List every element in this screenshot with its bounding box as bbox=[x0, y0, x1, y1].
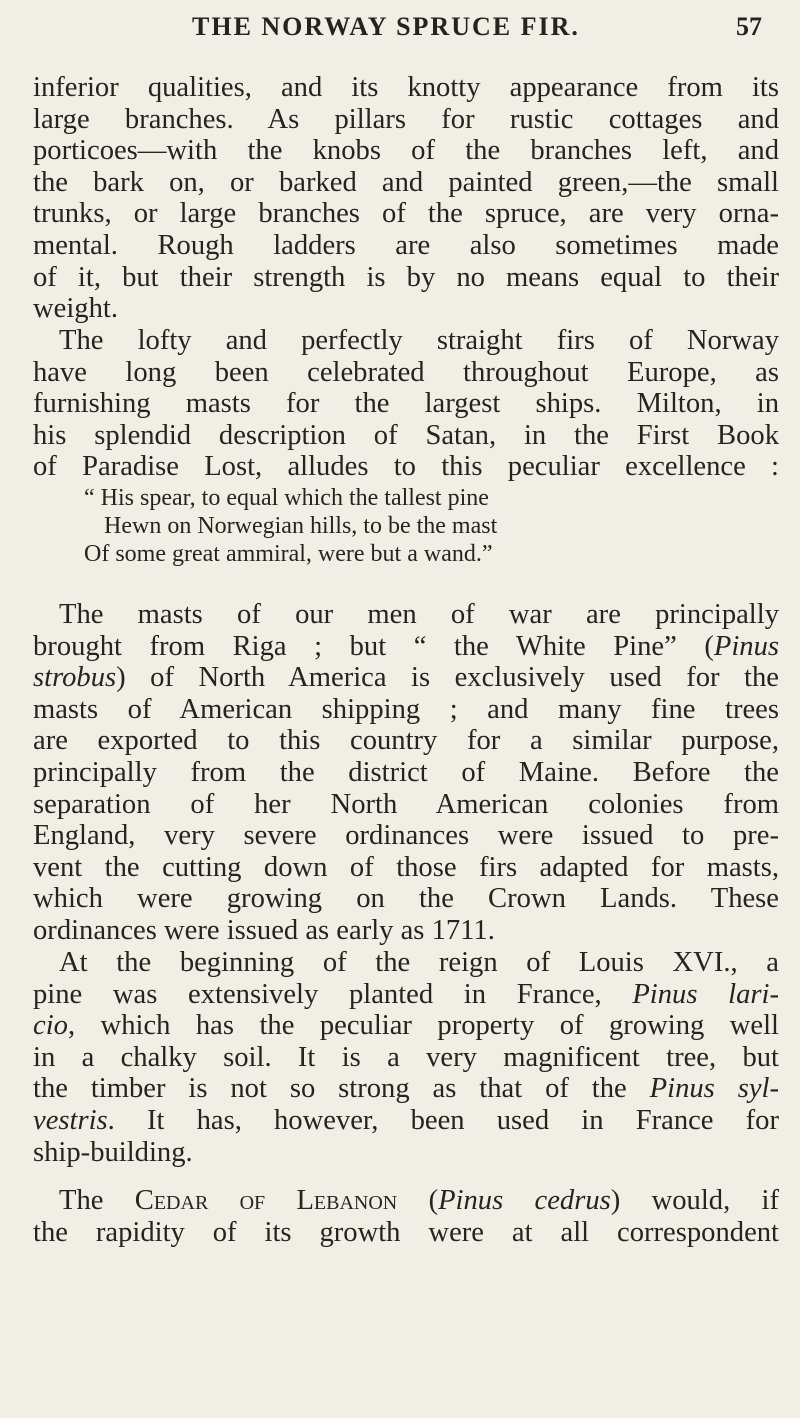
italic-species: vestris bbox=[33, 1104, 108, 1136]
text-line: separation of her North American colonies from bbox=[33, 788, 779, 820]
text-line: which were growing on the Crown Lands. These bbox=[33, 883, 779, 915]
paragraph-3 bbox=[33, 599, 779, 947]
text-line: furnishing masts for the largest ships. Milton, in bbox=[33, 388, 779, 420]
text-line: his splendid description of Satan, in the First Book bbox=[33, 419, 779, 451]
text-line: of Paradise Lost, alludes to this peculiar excellence : bbox=[33, 451, 779, 483]
text-line: inferior qualities, and its knotty appearance from its bbox=[33, 72, 779, 103]
quote-line: “ His spear, to equal which the tallest pine bbox=[84, 485, 489, 511]
text-line: England, very severe ordinances were issued to pre- bbox=[33, 820, 779, 852]
small-caps-heading: Cedar of Lebanon bbox=[134, 1185, 398, 1216]
text-line: cio, which has the peculiar property of growing well bbox=[33, 1010, 779, 1042]
text-line: principally from the district of Maine. Before the bbox=[33, 756, 779, 788]
text-line: weight. bbox=[33, 293, 118, 325]
text-line: trunks, or large branches of the spruce, are very orna- bbox=[33, 198, 779, 230]
text-line: are exported to this country for a similar purpose, bbox=[33, 725, 779, 757]
text-line: strobus) of North America is exclusively used for the bbox=[33, 662, 779, 694]
text-line: large branches. As pillars for rustic cottages and bbox=[33, 103, 779, 135]
text-line: mental. Rough ladders are also sometimes made bbox=[33, 229, 779, 261]
text-line: in a chalky soil. It is a very magnificent tree, but bbox=[33, 1041, 779, 1073]
paragraph-5 bbox=[33, 1185, 779, 1248]
paragraph-4 bbox=[33, 947, 779, 1168]
paragraph-2 bbox=[33, 325, 779, 483]
italic-species: Pinus lari- bbox=[632, 978, 779, 1010]
italic-species: cio bbox=[33, 1010, 68, 1042]
italic-species: Pinus cedrus bbox=[438, 1185, 611, 1216]
running-title: THE NORWAY SPRUCE FIR. bbox=[192, 12, 580, 41]
italic-species: Pinus syl- bbox=[649, 1073, 779, 1105]
text-line: At the beginning of the reign of Louis XVI., a bbox=[59, 947, 779, 978]
italic-species: strobus bbox=[33, 662, 117, 694]
page-number: 57 bbox=[736, 12, 762, 41]
text-line: ordinances were issued as early as 1711. bbox=[33, 914, 495, 946]
text-line: the timber is not so strong as that of the Pinus syl- bbox=[33, 1073, 779, 1105]
text-line: brought from Riga ; but “ the White Pine” (Pinus bbox=[33, 630, 779, 662]
text-line: of it, but their strength is by no means equal to their bbox=[33, 261, 779, 293]
text-line: have long been celebrated throughout Europe, as bbox=[33, 356, 779, 388]
text-line: the rapidity of its growth were at all correspondent bbox=[33, 1216, 779, 1248]
text-line: vestris. It has, however, been used in France for bbox=[33, 1104, 779, 1136]
text-line: pine was extensively planted in France, Pinus lari- bbox=[33, 978, 779, 1010]
italic-species: Pinus bbox=[713, 630, 779, 662]
text-line: masts of American shipping ; and many fine trees bbox=[33, 693, 779, 725]
text-line: ship-building. bbox=[33, 1136, 193, 1168]
quote-line: Hewn on Norwegian hills, to be the mast bbox=[104, 513, 498, 539]
paragraph-1 bbox=[33, 72, 779, 325]
text-line: porticoes—with the knobs of the branches left, and bbox=[33, 135, 779, 167]
text-line: the bark on, or barked and painted green,—the small bbox=[33, 166, 779, 198]
text-line: The Cedar of Lebanon (Pinus cedrus) would, if bbox=[59, 1185, 779, 1216]
quote-line: Of some great ammiral, were but a wand.” bbox=[84, 541, 493, 567]
text-line: The lofty and perfectly straight firs of Norway bbox=[59, 325, 779, 356]
text-line: The masts of our men of war are principally bbox=[59, 599, 779, 630]
text-line: vent the cutting down of those firs adapted for masts, bbox=[33, 851, 779, 883]
running-head bbox=[0, 12, 800, 52]
milton-quotation bbox=[84, 484, 784, 568]
